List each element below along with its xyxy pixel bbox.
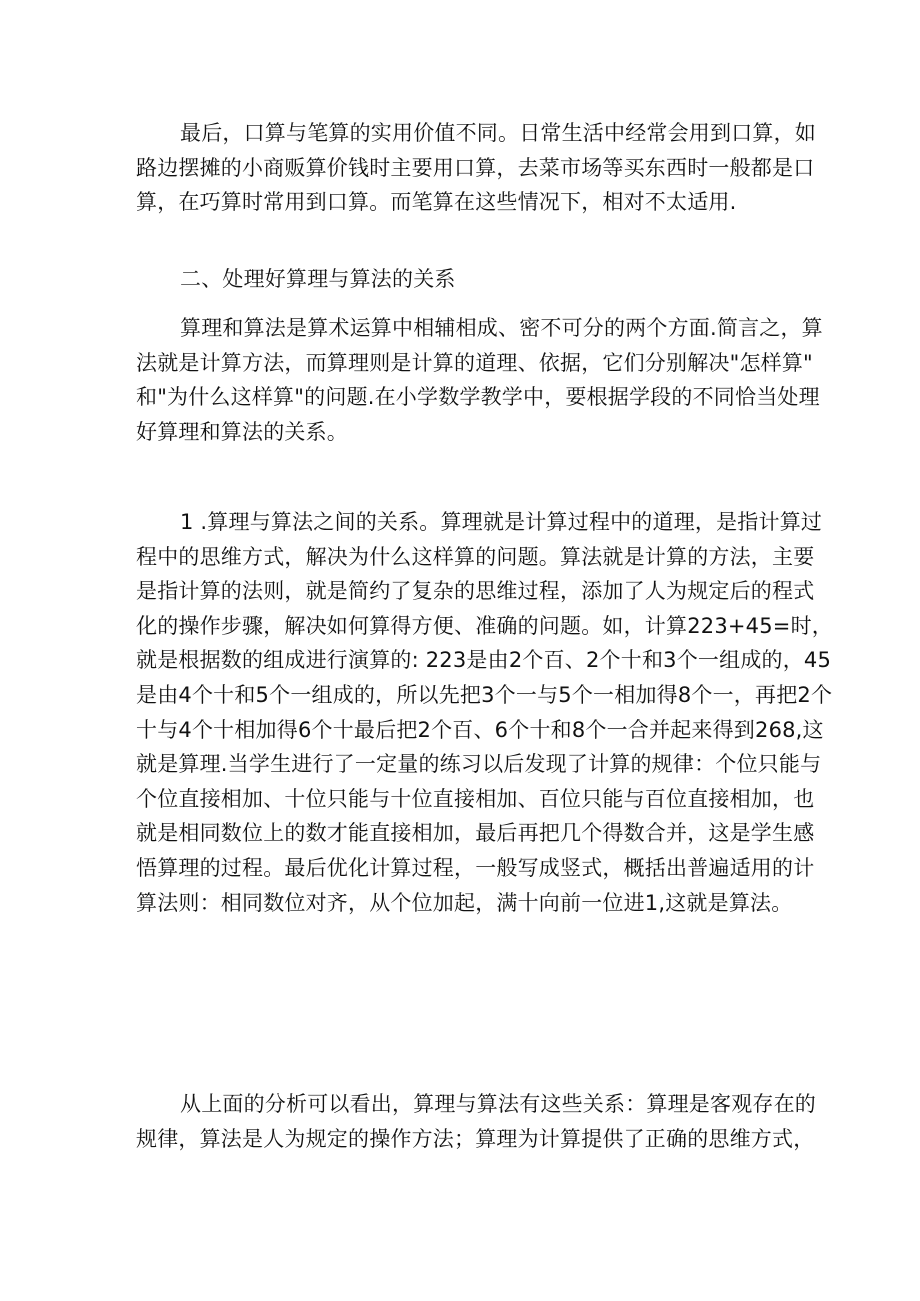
paragraph-line: 悟算理的过程。最后优化计算过程，一般写成竖式，概括出普遍适用的计 xyxy=(136,855,815,880)
paragraph-mental-vs-written-value xyxy=(136,116,816,220)
paragraph-line: 好算理和算法的关系。 xyxy=(136,419,348,444)
paragraph-line: 十与4个十相加得6个十最后把2个百、6个十和8个一合并起来得到268,这 xyxy=(136,717,824,742)
paragraph-line: 法就是计算方法，而算理则是计算的道理、依据，它们分别解决"怎样算" xyxy=(136,350,813,375)
paragraph-line: 算，在巧算时常用到口算。而笔算在这些情况下，相对不太适用. xyxy=(136,190,737,215)
paragraph-theory-and-algorithm xyxy=(136,311,823,449)
paragraph-line: 是由4个十和5个一组成的，所以先把3个一与5个一相加得8个一，再把2个 xyxy=(136,682,833,707)
paragraph-line: 算法则：相同数位对齐，从个位加起，满十向前一位进1,这就是算法。 xyxy=(136,890,793,915)
paragraph-line: 个位直接相加、十位只能与十位直接相加、百位只能与百位直接相加，也 xyxy=(136,786,815,811)
paragraph-line: 从上面的分析可以看出，算理与算法有这些关系：算理是客观存在的 xyxy=(180,1092,816,1116)
paragraph-line: 算理和算法是算术运算中相辅相成、密不可分的两个方面.简言之，算 xyxy=(180,316,823,340)
paragraph-line: 最后，口算与笔算的实用价值不同。日常生活中经常会用到口算，如 xyxy=(180,121,816,145)
paragraph-line: 和"为什么这样算"的问题.在小学数学教学中，要根据学段的不同恰当处理 xyxy=(136,385,820,410)
paragraph-line: 就是相同数位上的数才能直接相加，最后再把几个得数合并，这是学生感 xyxy=(136,821,815,846)
paragraph-line: 是指计算的法则，就是简约了复杂的思维过程，添加了人为规定后的程式 xyxy=(136,579,815,604)
paragraph-analysis-summary xyxy=(136,1087,816,1156)
paragraph-line: 就是根据数的组成进行演算的: 223是由2个百、2个十和3个一组成的，45 xyxy=(136,648,832,673)
section-heading xyxy=(136,262,796,297)
paragraph-line: 化的操作步骤，解决如何算得方便、准确的问题。如，计算223+45=时， xyxy=(136,613,833,638)
paragraph-line: 程中的思维方式，解决为什么这样算的问题。算法就是计算的方法，主要 xyxy=(136,544,815,569)
paragraph-line: 路边摆摊的小商贩算价钱时主要用口算，去菜市场等买东西时一般都是口 xyxy=(136,155,815,180)
paragraph-line: 就是算理.当学生进行了一定量的练习以后发现了计算的规律：个位只能与 xyxy=(136,752,822,777)
paragraph-relationship-example xyxy=(136,505,833,920)
paragraph-line: 1 .算理与算法之间的关系。算理就是计算过程中的道理，是指计算过 xyxy=(180,510,823,534)
paragraph-line: 规律，算法是人为规定的操作方法；算理为计算提供了正确的思维方式， xyxy=(136,1126,815,1151)
section-heading-text: 二、处理好算理与算法的关系 xyxy=(180,267,456,291)
